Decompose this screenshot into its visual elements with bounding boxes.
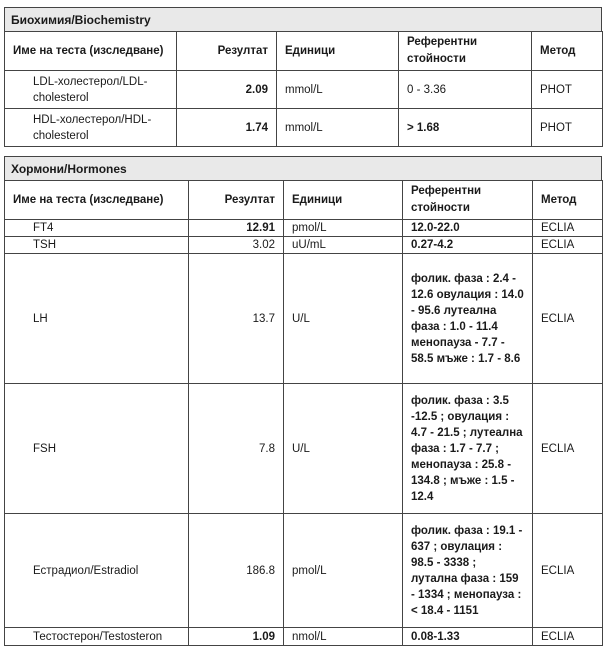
test-reference: > 1.68: [399, 109, 532, 147]
hormones-table: [4, 180, 603, 646]
test-result: 2.09: [177, 71, 277, 109]
test-method: ECLIA: [533, 220, 603, 237]
table-row: [5, 628, 603, 646]
test-reference: 0 - 3.36: [399, 71, 532, 109]
test-method: ECLIA: [533, 254, 603, 384]
test-units: U/L: [284, 384, 403, 514]
test-result: 3.02: [189, 237, 284, 254]
test-units: mmol/L: [277, 71, 399, 109]
test-reference: 12.0-22.0: [403, 220, 533, 237]
test-method: PHOT: [532, 109, 603, 147]
col-header-units: Единици: [284, 181, 403, 220]
test-result: 186.8: [189, 514, 284, 628]
col-header-result: Резултат: [177, 32, 277, 71]
test-method: PHOT: [532, 71, 603, 109]
test-name: LDL-холестерол/LDL-cholesterol: [5, 71, 177, 109]
test-name: Тестостерон/Testosteron: [5, 628, 189, 646]
test-method: ECLIA: [533, 237, 603, 254]
table-row: [5, 237, 603, 254]
section-title-biochemistry: Биохимия/Biochemistry: [4, 7, 602, 31]
biochemistry-table: [4, 31, 603, 147]
test-result: 7.8: [189, 384, 284, 514]
test-name: FSH: [5, 384, 189, 514]
test-name: TSH: [5, 237, 189, 254]
test-result: 13.7: [189, 254, 284, 384]
test-reference: фолик. фаза : 2.4 - 12.6 овулация : 14.0 - 95.6 лутеална фаза : 1.0 - 11.4 менопауза - 7.7 - 58.5 мъже : 1.7 - 8.6: [403, 254, 533, 384]
test-units: pmol/L: [284, 220, 403, 237]
test-name: FT4: [5, 220, 189, 237]
table-row: [5, 254, 603, 384]
lab-report: [4, 7, 602, 646]
table-row: [5, 109, 603, 147]
test-result: 12.91: [189, 220, 284, 237]
table-header-row: [5, 181, 603, 220]
col-header-method: Метод: [533, 181, 603, 220]
test-units: nmol/L: [284, 628, 403, 646]
test-name: HDL-холестерол/HDL-cholesterol: [5, 109, 177, 147]
col-header-name: Име на теста (изследване): [5, 181, 189, 220]
col-header-result: Резултат: [189, 181, 284, 220]
test-result: 1.09: [189, 628, 284, 646]
test-method: ECLIA: [533, 628, 603, 646]
section-title-hormones: Хормони/Hormones: [4, 156, 602, 180]
col-header-reference: Референтни стойности: [399, 32, 532, 71]
col-header-units: Единици: [277, 32, 399, 71]
col-header-reference: Референтни стойности: [403, 181, 533, 220]
test-units: U/L: [284, 254, 403, 384]
test-reference: 0.27-4.2: [403, 237, 533, 254]
table-row: [5, 384, 603, 514]
col-header-name: Име на теста (изследване): [5, 32, 177, 71]
test-reference: 0.08-1.33: [403, 628, 533, 646]
table-row: [5, 514, 603, 628]
test-name: LH: [5, 254, 189, 384]
col-header-method: Метод: [532, 32, 603, 71]
test-units: pmol/L: [284, 514, 403, 628]
test-method: ECLIA: [533, 514, 603, 628]
test-units: uU/mL: [284, 237, 403, 254]
test-method: ECLIA: [533, 384, 603, 514]
table-row: [5, 71, 603, 109]
table-row: [5, 220, 603, 237]
test-reference: фолик. фаза : 3.5 -12.5 ; овулация : 4.7 - 21.5 ; лутеална фаза : 1.7 - 7.7 ; менопауза : 25.8 - 134.8 ; мъже : 1.5 - 12.4: [403, 384, 533, 514]
table-header-row: [5, 32, 603, 71]
test-units: mmol/L: [277, 109, 399, 147]
test-result: 1.74: [177, 109, 277, 147]
test-reference: фолик. фаза : 19.1 - 637 ; овулация : 98.5 - 3338 ; лутална фаза : 159 - 1334 ; менопауза : < 18.4 - 1151: [403, 514, 533, 628]
test-name: Естрадиол/Estradiol: [5, 514, 189, 628]
